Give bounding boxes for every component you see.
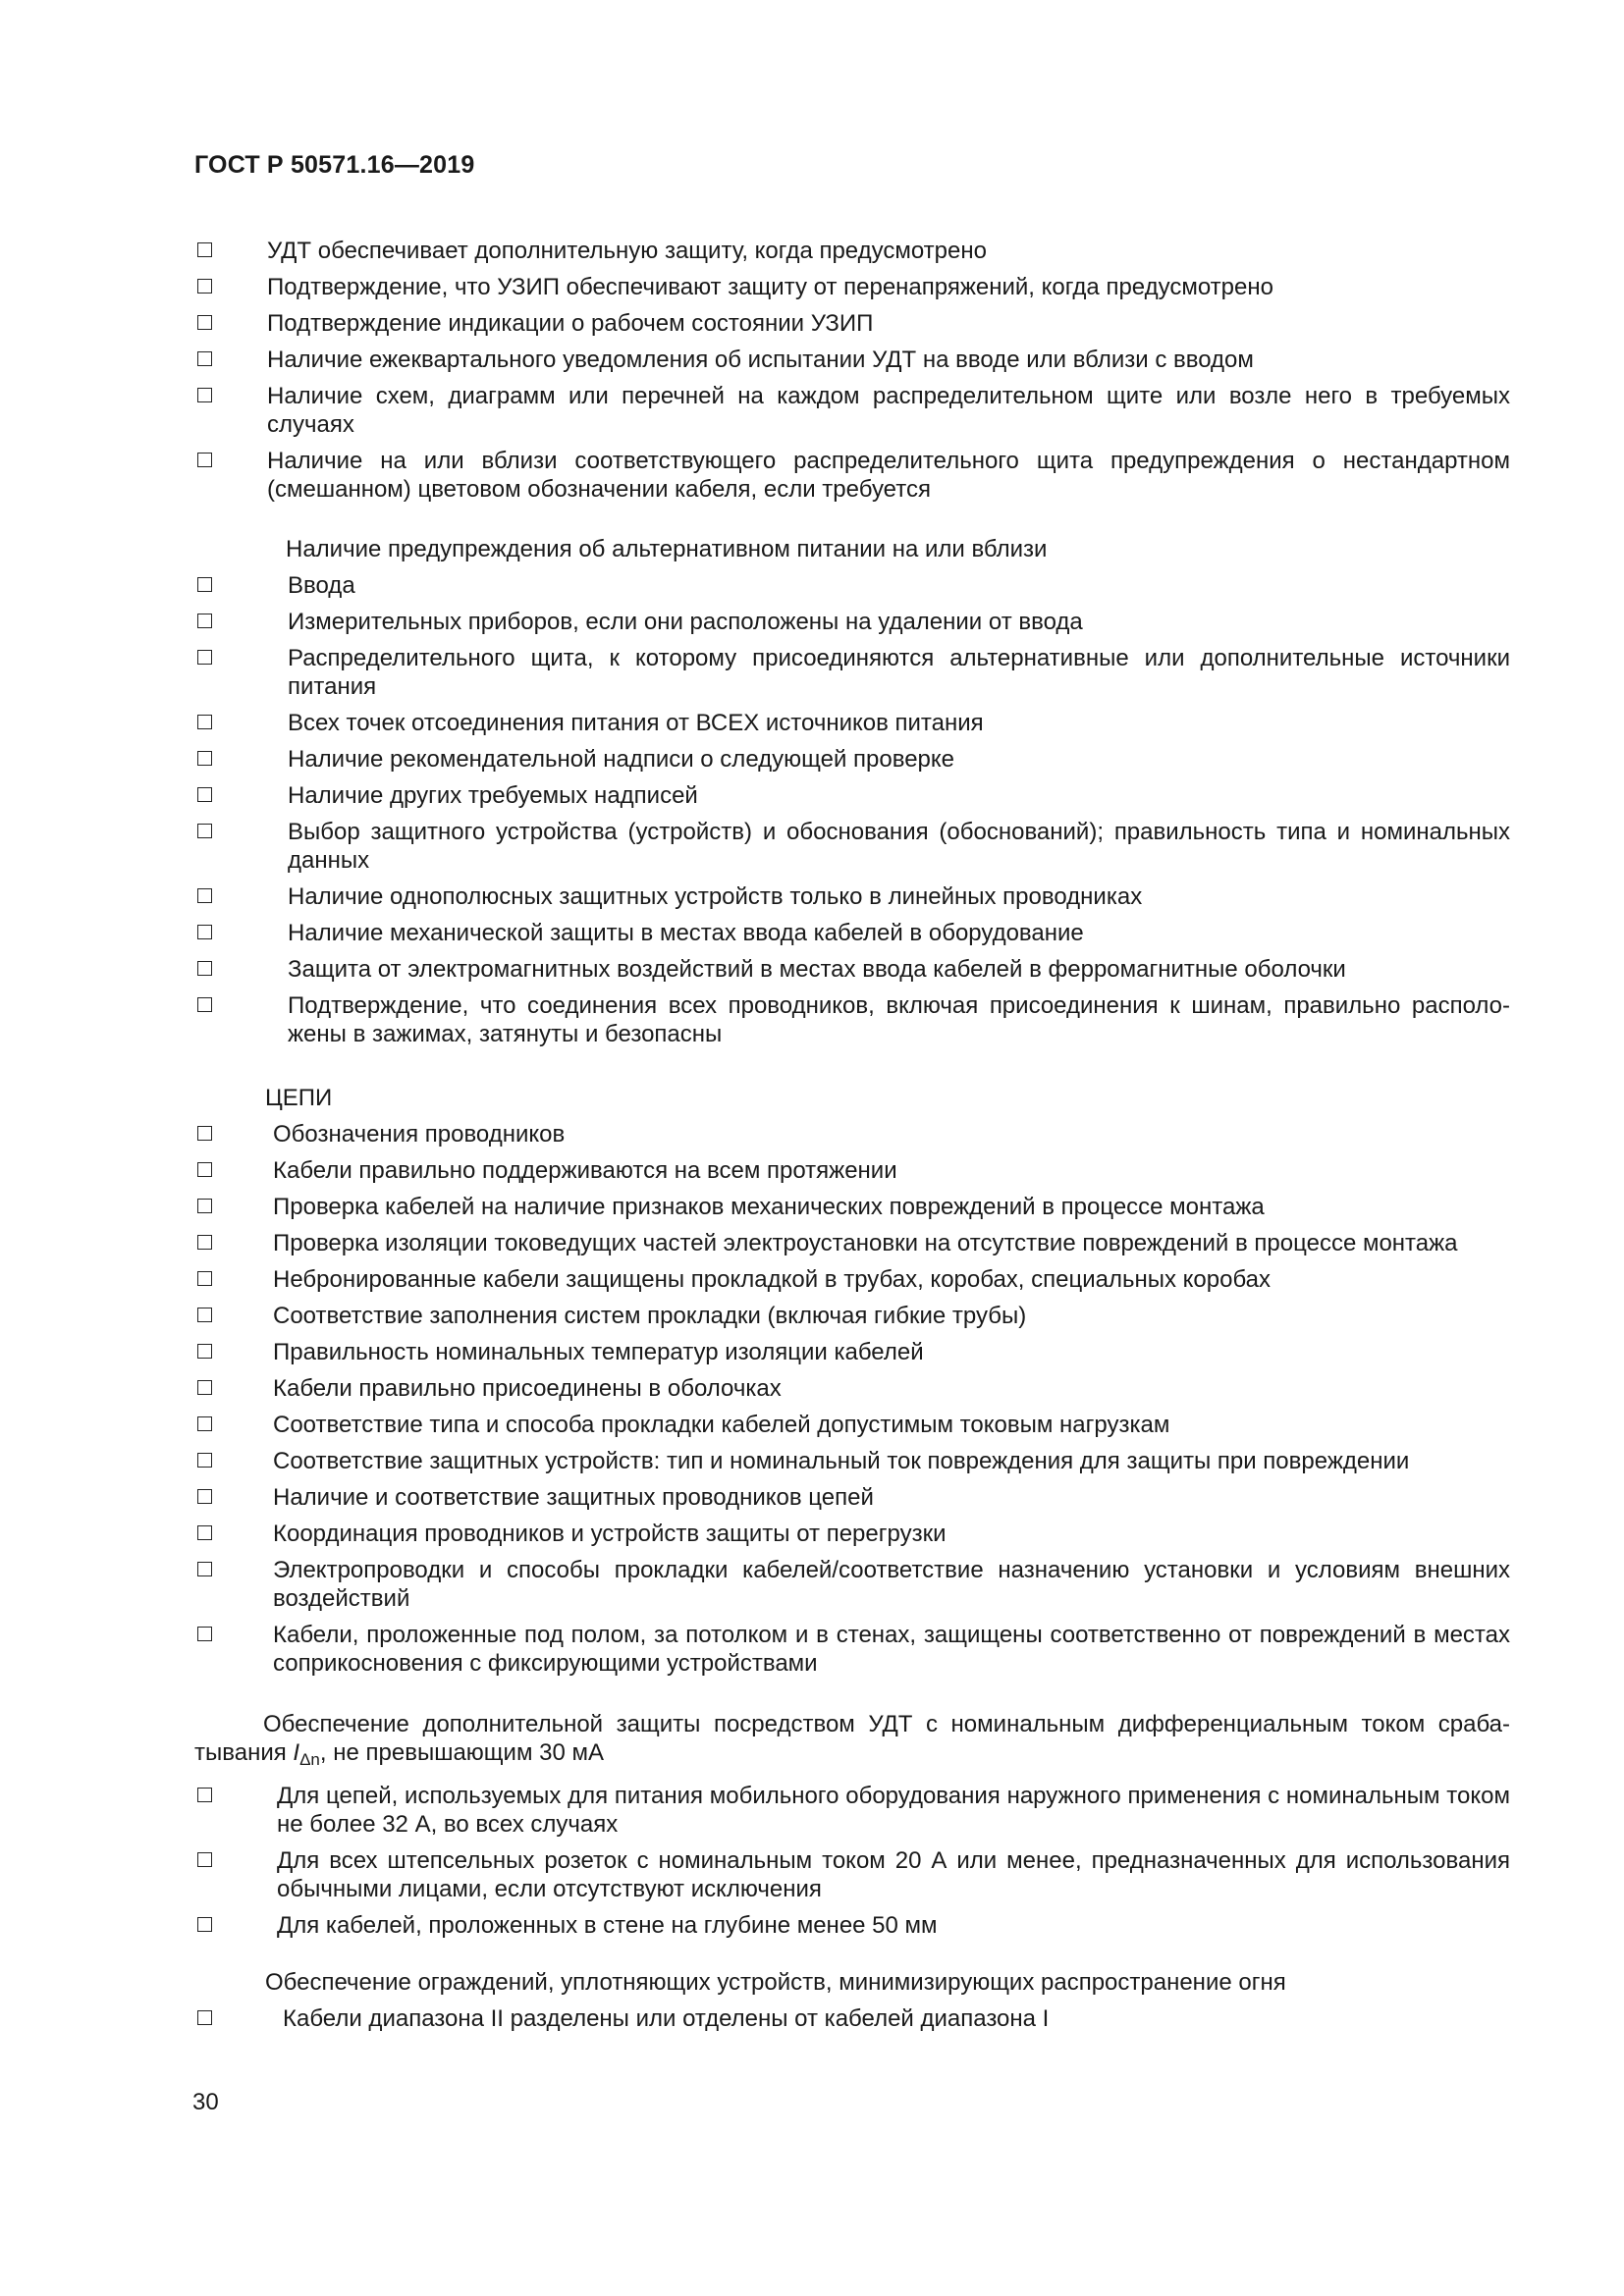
checkbox[interactable] bbox=[197, 1562, 212, 1576]
group-heading: Обеспечение ограждений, уплотняющих устройств, минимизирующих распространение огня bbox=[265, 1969, 1286, 1996]
checkbox[interactable] bbox=[197, 1271, 212, 1286]
checkbox[interactable] bbox=[197, 1416, 212, 1431]
checkbox[interactable] bbox=[197, 715, 212, 729]
checklist-group-alternative-supply bbox=[194, 535, 1510, 1056]
checklist-item: Распределительного щита, к которому присоединяются альтернативные или дополнительные источники питания bbox=[194, 644, 1510, 701]
checkbox[interactable] bbox=[197, 1453, 212, 1468]
checkbox[interactable] bbox=[197, 2010, 212, 2025]
checklist-item: Подтверждение индикации о рабочем состоянии УЗИП bbox=[194, 309, 1510, 338]
checklist-item: Измерительных приборов, если они расположены на удалении от ввода bbox=[194, 608, 1510, 636]
checklist-item: Подтверждение, что соединения всех проводников, включая присоединения к шинам, правильно располо- жены в зажимах, затянуты и безопасны bbox=[194, 991, 1510, 1048]
checkbox[interactable] bbox=[197, 997, 212, 1012]
checkbox[interactable] bbox=[197, 1788, 212, 1802]
checkbox[interactable] bbox=[197, 279, 212, 294]
checklist-group-rcd-protection bbox=[194, 1710, 1510, 1948]
checkbox[interactable] bbox=[197, 351, 212, 366]
checklist-item: Наличие схем, диаграмм или перечней на каждом распределительном щите или возле него в требуемых случаях bbox=[194, 382, 1510, 439]
group-heading: Наличие предупреждения об альтернативном питании на или вблизи bbox=[286, 536, 1048, 562]
checkbox[interactable] bbox=[197, 1917, 212, 1932]
checkbox[interactable] bbox=[197, 1852, 212, 1867]
checklist-item: Ввода bbox=[194, 571, 1510, 600]
checkbox[interactable] bbox=[197, 888, 212, 903]
checklist-item: Наличие и соответствие защитных проводников цепей bbox=[194, 1483, 1510, 1512]
checkbox[interactable] bbox=[197, 961, 212, 976]
checkbox[interactable] bbox=[197, 1380, 212, 1395]
checklist-item: Кабели правильно поддерживаются на всем протяжении bbox=[194, 1156, 1510, 1185]
checkbox[interactable] bbox=[197, 751, 212, 766]
checklist-item: Проверка изоляции токоведущих частей электроустановки на отсутствие повреждений в процессе монтажа bbox=[194, 1229, 1510, 1257]
checkbox[interactable] bbox=[197, 1308, 212, 1322]
group-heading: ЦЕПИ bbox=[265, 1085, 333, 1111]
checkbox[interactable] bbox=[197, 388, 212, 402]
checklist-item: Наличие однополюсных защитных устройств только в линейных проводниках bbox=[194, 882, 1510, 911]
checkbox[interactable] bbox=[197, 577, 212, 592]
checkbox[interactable] bbox=[197, 1627, 212, 1641]
checkbox[interactable] bbox=[197, 824, 212, 838]
checkbox[interactable] bbox=[197, 315, 212, 330]
checklist-item: Соответствие заполнения систем прокладки (включая гибкие трубы) bbox=[194, 1302, 1510, 1330]
checklist-item: Проверка кабелей на наличие признаков механических повреждений в процессе монтажа bbox=[194, 1193, 1510, 1221]
checkbox[interactable] bbox=[197, 1489, 212, 1504]
checklist-item: Выбор защитного устройства (устройств) и обоснования (обоснований); правильность типа и номинальных данных bbox=[194, 818, 1510, 875]
checklist-item: Правильность номинальных температур изоляции кабелей bbox=[194, 1338, 1510, 1366]
checkbox[interactable] bbox=[197, 614, 212, 628]
checkbox[interactable] bbox=[197, 1525, 212, 1540]
checkbox[interactable] bbox=[197, 1162, 212, 1177]
checklist-item: Всех точек отсоединения питания от ВСЕХ источников питания bbox=[194, 709, 1510, 737]
checklist-group-fire-barriers bbox=[194, 1968, 1510, 2041]
checkbox[interactable] bbox=[197, 787, 212, 802]
page-number: 30 bbox=[192, 2089, 219, 2115]
checklist-item: Координация проводников и устройств защиты от перегрузки bbox=[194, 1520, 1510, 1548]
checklist-item: Соответствие защитных устройств: тип и номинальный ток повреждения для защиты при повреждении bbox=[194, 1447, 1510, 1475]
checklist-item: Кабели, проложенные под полом, за потолком и в стенах, защищены соответственно от повреждений в местах соприкосновения с фиксирующими устройствами bbox=[194, 1621, 1510, 1678]
checklist-item: Кабели диапазона II разделены или отделены от кабелей диапазона I bbox=[194, 2004, 1510, 2033]
checkbox[interactable] bbox=[197, 925, 212, 939]
checklist-group-general bbox=[194, 237, 1510, 511]
checklist-item: Наличие механической защиты в местах ввода кабелей в оборудование bbox=[194, 919, 1510, 947]
checklist-item: Кабели правильно присоединены в оболочках bbox=[194, 1374, 1510, 1403]
checkbox[interactable] bbox=[197, 453, 212, 467]
checklist-item: Защита от электромагнитных воздействий в местах ввода кабелей в ферромагнитные оболочки bbox=[194, 955, 1510, 984]
checkbox[interactable] bbox=[197, 1344, 212, 1359]
checklist-item: Обозначения проводников bbox=[194, 1120, 1510, 1148]
checkbox[interactable] bbox=[197, 1199, 212, 1213]
checkbox[interactable] bbox=[197, 1235, 212, 1250]
document-title: ГОСТ Р 50571.16—2019 bbox=[194, 151, 475, 179]
checkbox[interactable] bbox=[197, 242, 212, 257]
checklist-item: Небронированные кабели защищены прокладкой в трубах, коробах, специальных коробах bbox=[194, 1265, 1510, 1294]
checklist-item: Наличие на или вблизи соответствующего распределительного щита предупреждения о нестандартном (смешанном) цветовом обозначении кабеля, если требуется bbox=[194, 447, 1510, 504]
checklist-item: Наличие рекомендательной надписи о следующей проверке bbox=[194, 745, 1510, 774]
checklist-item: Наличие ежеквартального уведомления об испытании УДТ на вводе или вблизи с вводом bbox=[194, 346, 1510, 374]
checklist-item: Подтверждение, что УЗИП обеспечивают защиту от перенапряжений, когда предусмотрено bbox=[194, 273, 1510, 301]
group-heading: Обеспечение дополнительной защиты посредством УДТ с номинальным дифференциальным током сраба- тывания $I_{\Delta n}$, не превышающим 30 мА bbox=[194, 1711, 1510, 1769]
checklist-group-circuits bbox=[194, 1084, 1510, 1685]
checklist-item: Для кабелей, проложенных в стене на глубине менее 50 мм bbox=[194, 1911, 1510, 1940]
checklist-item: Наличие других требуемых надписей bbox=[194, 781, 1510, 810]
checklist-item: Для всех штепсельных розеток с номинальным током 20 А или менее, предназначенных для использования обычными лицами, если отсутствуют исключения bbox=[194, 1846, 1510, 1903]
checkbox[interactable] bbox=[197, 1126, 212, 1141]
checklist-item: УДТ обеспечивает дополнительную защиту, когда предусмотрено bbox=[194, 237, 1510, 265]
checklist-item: Для цепей, используемых для питания мобильного оборудования наружного применения с номинальным током не более 32 А, во всех случаях bbox=[194, 1782, 1510, 1839]
checklist-item: Соответствие типа и способа прокладки кабелей допустимым токовым нагрузкам bbox=[194, 1411, 1510, 1439]
checklist-item: Электропроводки и способы прокладки кабелей/соответствие назначению установки и условиям внешних воздействий bbox=[194, 1556, 1510, 1613]
checkbox[interactable] bbox=[197, 650, 212, 665]
